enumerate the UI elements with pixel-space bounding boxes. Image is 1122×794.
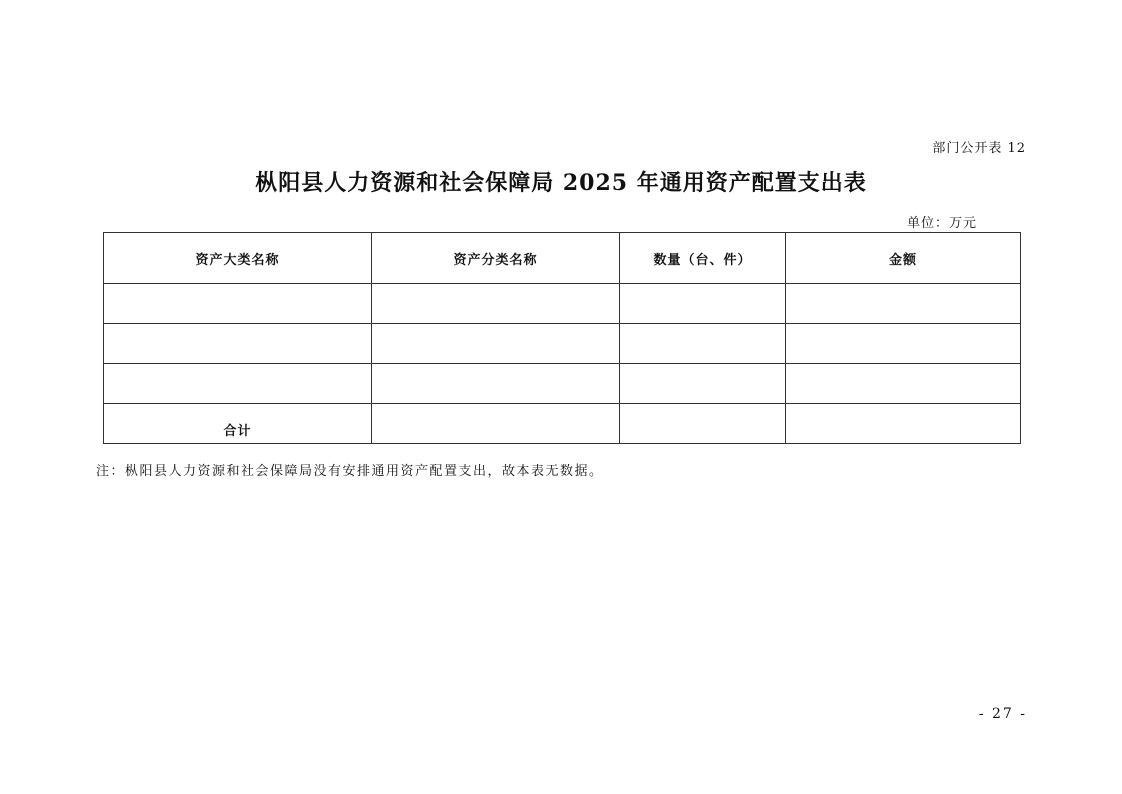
column-header-quantity: 数量（台、件） [620, 233, 786, 284]
table-cell [786, 324, 1021, 364]
unit-label: 单位：万元 [906, 216, 977, 231]
table-row [104, 324, 1021, 364]
table-cell [104, 324, 372, 364]
page-number: - 27 - [978, 706, 1027, 722]
column-header-asset-category: 资产大类名称 [104, 233, 372, 284]
table-row [104, 364, 1021, 404]
table-cell [620, 364, 786, 404]
table-cell [786, 404, 1021, 444]
asset-expense-table [103, 232, 1021, 444]
document-title: 枞阳县人力资源和社会保障局 2025 年通用资产配置支出表 [255, 170, 867, 196]
table-cell [372, 324, 620, 364]
table-cell [104, 364, 372, 404]
table-cell [372, 404, 620, 444]
total-label-cell: 合计 [104, 404, 372, 444]
table-row [104, 284, 1021, 324]
column-header-amount: 金额 [786, 233, 1021, 284]
table-cell [104, 284, 372, 324]
table-note: 注：枞阳县人力资源和社会保障局没有安排通用资产配置支出，故本表无数据。 [96, 464, 604, 479]
table-cell [786, 284, 1021, 324]
asset-table-container [103, 232, 1021, 444]
table-cell [620, 324, 786, 364]
table-header-row [104, 233, 1021, 284]
table-id-label: 部门公开表 12 [932, 141, 1026, 156]
table-cell [786, 364, 1021, 404]
table-cell [620, 404, 786, 444]
table-cell [620, 284, 786, 324]
table-total-row [104, 404, 1021, 444]
column-header-asset-subcategory: 资产分类名称 [372, 233, 620, 284]
table-cell [372, 284, 620, 324]
table-cell [372, 364, 620, 404]
